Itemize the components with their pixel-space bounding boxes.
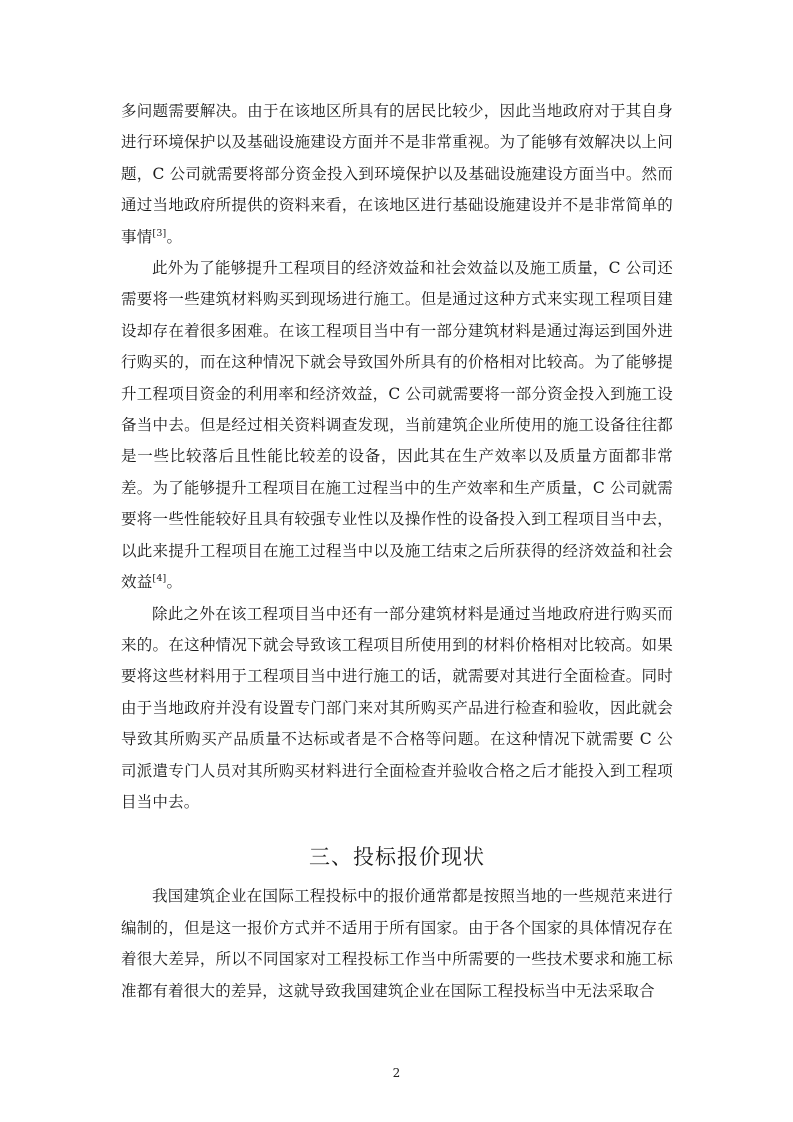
paragraph-continued — [121, 96, 673, 253]
paragraph-end: 。 — [166, 573, 183, 592]
paragraph — [121, 599, 673, 819]
paragraph-end: 。 — [166, 227, 183, 246]
paragraph-text: 除此之外在该工程项目当中还有一部分建筑材料是通过当地政府进行购买而来的。在这种情况下就会导致该工程项目所使用到的材料价格相对比较高。如果要将这些材料用于工程项目当中进行施工的话，就需要对其进行全面检查。同时由于当地政府并没有设置专门部门来对其所购买产品进行检查和验收，因此就会导致其所购买产品质量不达标或者是不合格等问题。在这种情况下就需要 C 公司派遣专门人员对其所购买材料进行全面检查并验收合格之后才能投入到工程项目当中去。 — [121, 604, 673, 811]
citation-ref: [4] — [152, 572, 167, 584]
paragraph-text: 此外为了能够提升工程项目的经济效益和社会效益以及施工质量，C 公司还需要将一些建筑材料购买到现场进行施工。但是通过这种方式来实现工程项目建设却存在着很多困难。在该工程项目当中有一部分建筑材料是通过海运到国外进行购买的，而在这种情况下就会导致国外所具有的价格相对比较高。为了能够提升工程项目资金的利用率和经济效益，C 公司就需要将一部分资金投入到施工设备当中去。但是经过相关资料调查发现，当前建筑企业所使用的施工设备往往都是一些比较落后且性能比较差的设备，因此其在生产效率以及质量方面都非常差。为了能够提升工程项目在施工过程当中的生产效率和生产质量，C 公司就需要将一些性能较好且具有较强专业性以及操作性的设备投入到工程项目当中去，以此来提升工程项目在施工过程当中以及施工结束之后所获得的经济效益和社会效益 — [121, 259, 673, 592]
paragraph — [121, 253, 673, 598]
paragraph-text: 多问题需要解决。由于在该地区所具有的居民比较少，因此当地政府对于其自身进行环境保护以及基础设施建设方面并不是非常重视。为了能够有效解决以上问题，C 公司就需要将部分资金投入到环境保护以及基础设施建设方面当中。然而通过当地政府所提供的资料来看，在该地区进行基础设施建设并不是非常简单的事情 — [121, 102, 673, 246]
document-page — [121, 96, 673, 1007]
section-paragraph: 我国建筑企业在国际工程投标中的报价通常都是按照当地的一些规范来进行编制的，但是这一报价方式并不适用于所有国家。由于各个国家的具体情况存在着很大差异，所以不同国家对工程投标工作当中所需要的一些技术要求和施工标准都有着很大的差异，这就导致我国建筑企业在国际工程投标当中无法采取合 — [121, 887, 673, 1000]
section-heading: 三、投标报价现状 — [309, 845, 485, 870]
citation-ref: [3] — [152, 227, 167, 239]
page-number: 2 — [392, 1066, 401, 1080]
